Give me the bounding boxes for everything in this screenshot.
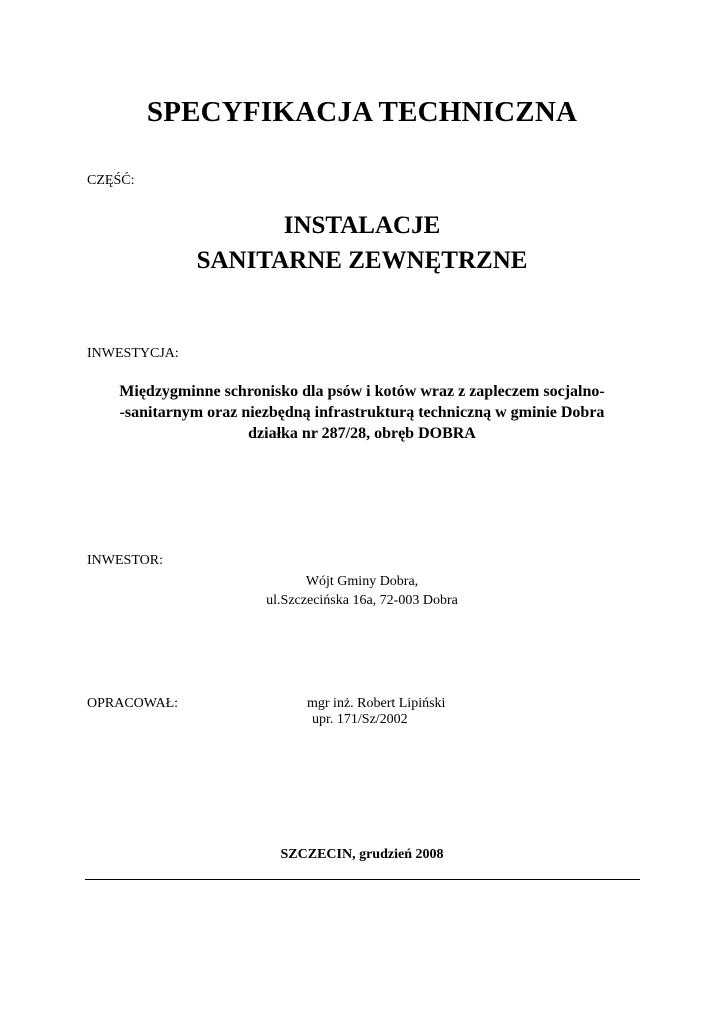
investment-line-1: Międzygminne schronisko dla psów i kotów wraz z zapleczem socjalno- <box>119 383 605 400</box>
document-title: SPECYFIKACJA TECHNICZNA <box>146 96 578 128</box>
investment-line-2: -sanitarnym oraz niezbędną infrastrukturą techniczną w gminie Dobra <box>119 404 605 421</box>
investor-label: INWESTOR: <box>87 553 163 568</box>
part-name-line-2: SANITARNE ZEWNĘTRZNE <box>196 247 528 274</box>
place-and-date: SZCZECIN, grudzień 2008 <box>280 847 444 862</box>
author-name: mgr inż. Robert Lipiński <box>307 696 446 711</box>
author-label: OPRACOWAŁ: <box>87 696 179 711</box>
investor-address: ul.Szczecińska 16a, 72-003 Dobra <box>266 593 458 608</box>
author-license: upr. 171/Sz/2002 <box>312 712 408 727</box>
investment-label: INWESTYCJA: <box>87 346 179 361</box>
investor-name: Wójt Gminy Dobra, <box>305 574 419 589</box>
part-label: CZĘŚĆ: <box>87 173 135 188</box>
part-name-line-1: INSTALACJE <box>283 212 441 239</box>
footer-divider <box>85 879 640 880</box>
investment-line-3: działka nr 287/28, obręb DOBRA <box>248 425 476 442</box>
